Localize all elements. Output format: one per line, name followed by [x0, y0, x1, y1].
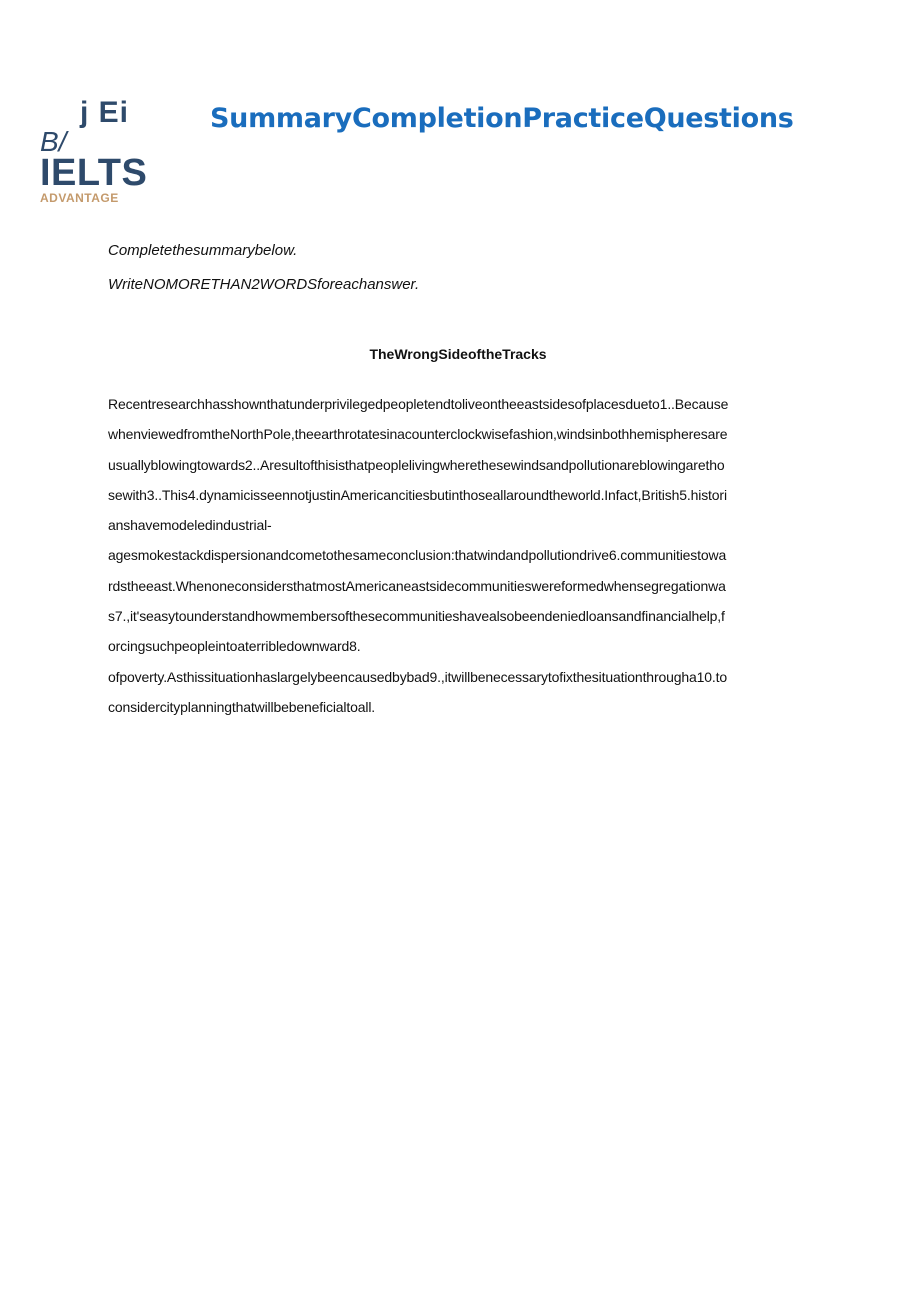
passage-line: agesmokestackdispersionandcometothesameconclusion:thatwindandpollutiondrive6.communitiestowa [108, 547, 727, 564]
passage-line: considercityplanningthatwillbebeneficialtoall. [108, 698, 376, 715]
passage-line: usuallyblowingtowards2..Aresultofthisisthatpeoplelivingwherethesewindsandpollutionareblowingaretho [108, 456, 725, 473]
page-title: SummaryCompletionPracticeQuestions [210, 103, 794, 134]
passage-line: s7.,it'seasytounderstandhowmembersofthesecommunitieshavealsobeendeniedloansandfinancialhelp,f [108, 608, 725, 625]
passage-line: orcingsuchpeopleintoaterribledownward8. [108, 638, 361, 655]
passage-line: rdstheeast.WhenoneconsidersthatmostAmericaneastsidecommunitieswereformedwhensegregationwa [108, 577, 726, 594]
passage-line: whenviewedfromtheNorthPole,theearthrotatesinacounterclockwisefashion,windsinbothhemispheresare [108, 426, 728, 443]
logo-main-text: IELTS [40, 152, 148, 194]
logo-sub-text: ADVANTAGE [40, 191, 119, 205]
passage-line: sewith3..This4.dynamicisseennotjustinAmericancitiesbutinthoseallaroundtheworld.Infact,British5.histori [108, 486, 727, 503]
instructions [108, 234, 419, 302]
passage-line: Recentresearchhasshownthatunderprivilegedpeopletendtoliveontheeastsidesofplacesdueto1..Because [108, 396, 729, 412]
ielts-advantage-logo [40, 96, 160, 208]
summary-passage [108, 389, 818, 722]
instruction-line: WriteNOMORETHAN2WORDSforeachanswer. [108, 276, 420, 293]
logo-top-text: j Ei [80, 96, 130, 129]
passage-line: anshavemodeledindustrial- [108, 517, 272, 534]
passage-line: ofpoverty.Asthissituationhaslargelybeencausedbybad9.,itwillbenecessarytofixthesituationthrougha10.to [108, 668, 728, 685]
instruction-line: Completethesummarybelow. [108, 242, 298, 259]
summary-title: TheWrongSideoftheTracks [369, 346, 547, 362]
logo-mid-text: B/ [40, 126, 67, 157]
